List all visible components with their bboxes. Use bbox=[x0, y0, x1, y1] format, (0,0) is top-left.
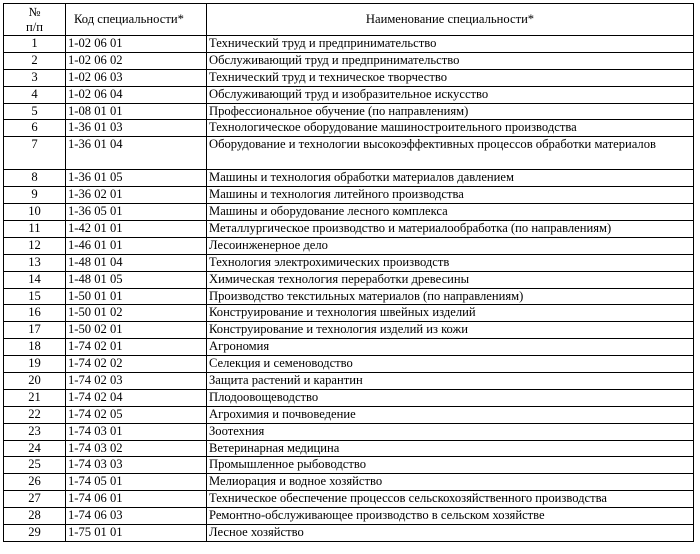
row-code: 1-74 02 03 bbox=[66, 373, 207, 390]
row-number: 17 bbox=[4, 322, 66, 339]
row-name: Производство текстильных материалов (по направлениям) bbox=[207, 288, 694, 305]
row-number: 13 bbox=[4, 254, 66, 271]
table-row bbox=[4, 389, 694, 406]
row-code: 1-46 01 01 bbox=[66, 237, 207, 254]
row-name: Профессиональное обучение (по направлениям) bbox=[207, 103, 694, 120]
row-name: Технология электрохимических производств bbox=[207, 254, 694, 271]
table-row bbox=[4, 491, 694, 508]
row-code: 1-36 01 05 bbox=[66, 170, 207, 187]
row-name: Ремонтно-обслуживающее производство в сельском хозяйстве bbox=[207, 508, 694, 525]
row-number: 20 bbox=[4, 373, 66, 390]
table-row bbox=[4, 69, 694, 86]
row-number: 14 bbox=[4, 271, 66, 288]
row-name: Техническое обеспечение процессов сельскохозяйственного производства bbox=[207, 491, 694, 508]
table-row bbox=[4, 373, 694, 390]
row-code: 1-74 06 01 bbox=[66, 491, 207, 508]
row-code: 1-36 05 01 bbox=[66, 204, 207, 221]
table-row bbox=[4, 204, 694, 221]
table-row bbox=[4, 221, 694, 238]
row-code: 1-74 05 01 bbox=[66, 474, 207, 491]
table-row bbox=[4, 137, 694, 170]
table-row bbox=[4, 440, 694, 457]
table-row bbox=[4, 356, 694, 373]
row-name: Машины и технология обработки материалов давлением bbox=[207, 170, 694, 187]
table-row bbox=[4, 52, 694, 69]
row-code: 1-36 02 01 bbox=[66, 187, 207, 204]
row-name: Плодоовощеводство bbox=[207, 389, 694, 406]
table-row bbox=[4, 423, 694, 440]
row-number: 6 bbox=[4, 120, 66, 137]
row-code: 1-74 02 05 bbox=[66, 406, 207, 423]
header-num bbox=[4, 4, 66, 36]
table-row bbox=[4, 254, 694, 271]
row-code: 1-48 01 05 bbox=[66, 271, 207, 288]
row-name: Технологическое оборудование машиностроительного производства bbox=[207, 120, 694, 137]
header-code bbox=[66, 4, 207, 36]
row-number: 3 bbox=[4, 69, 66, 86]
row-number: 8 bbox=[4, 170, 66, 187]
row-code: 1-74 06 03 bbox=[66, 508, 207, 525]
row-number: 16 bbox=[4, 305, 66, 322]
table-row bbox=[4, 120, 694, 137]
table-row bbox=[4, 474, 694, 491]
table-row bbox=[4, 237, 694, 254]
row-name: Селекция и семеноводство bbox=[207, 356, 694, 373]
row-code: 1-74 03 03 bbox=[66, 457, 207, 474]
row-number: 24 bbox=[4, 440, 66, 457]
row-code: 1-42 01 01 bbox=[66, 221, 207, 238]
row-name: Металлургическое производство и материалообработка (по направлениям) bbox=[207, 221, 694, 238]
row-number: 19 bbox=[4, 356, 66, 373]
row-code: 1-74 02 04 bbox=[66, 389, 207, 406]
row-number: 11 bbox=[4, 221, 66, 238]
row-number: 26 bbox=[4, 474, 66, 491]
row-name: Агрономия bbox=[207, 339, 694, 356]
row-name: Химическая технология переработки древесины bbox=[207, 271, 694, 288]
row-code: 1-48 01 04 bbox=[66, 254, 207, 271]
specialty-table bbox=[3, 3, 694, 542]
row-name: Промышленное рыбоводство bbox=[207, 457, 694, 474]
table-row bbox=[4, 271, 694, 288]
table-row bbox=[4, 339, 694, 356]
table-row bbox=[4, 406, 694, 423]
row-number: 22 bbox=[4, 406, 66, 423]
row-code: 1-02 06 03 bbox=[66, 69, 207, 86]
row-number: 9 bbox=[4, 187, 66, 204]
table-row bbox=[4, 305, 694, 322]
row-number: 28 bbox=[4, 508, 66, 525]
row-code: 1-02 06 02 bbox=[66, 52, 207, 69]
row-name: Конструирование и технология швейных изделий bbox=[207, 305, 694, 322]
row-code: 1-08 01 01 bbox=[66, 103, 207, 120]
table-row bbox=[4, 103, 694, 120]
row-number: 15 bbox=[4, 288, 66, 305]
row-number: 29 bbox=[4, 525, 66, 542]
header-code-label: Код специальности* bbox=[74, 12, 184, 26]
row-name: Обслуживающий труд и изобразительное искусство bbox=[207, 86, 694, 103]
table-row bbox=[4, 508, 694, 525]
row-number: 25 bbox=[4, 457, 66, 474]
header-num-label: № п/п bbox=[26, 4, 43, 34]
row-number: 4 bbox=[4, 86, 66, 103]
row-name: Оборудование и технологии высокоэффективных процессов обработки материалов bbox=[207, 137, 694, 170]
row-name: Машины и технология литейного производства bbox=[207, 187, 694, 204]
row-code: 1-75 01 01 bbox=[66, 525, 207, 542]
table-row bbox=[4, 457, 694, 474]
table-row bbox=[4, 322, 694, 339]
table-row bbox=[4, 36, 694, 53]
row-name: Обслуживающий труд и предпринимательство bbox=[207, 52, 694, 69]
row-name: Лесное хозяйство bbox=[207, 525, 694, 542]
table-row bbox=[4, 288, 694, 305]
row-code: 1-02 06 01 bbox=[66, 36, 207, 53]
row-code: 1-50 01 02 bbox=[66, 305, 207, 322]
row-number: 18 bbox=[4, 339, 66, 356]
table-row bbox=[4, 86, 694, 103]
row-name: Агрохимия и почвоведение bbox=[207, 406, 694, 423]
row-code: 1-36 01 04 bbox=[66, 137, 207, 170]
row-name: Мелиорация и водное хозяйство bbox=[207, 474, 694, 491]
row-number: 2 bbox=[4, 52, 66, 69]
row-code: 1-50 01 01 bbox=[66, 288, 207, 305]
row-code: 1-02 06 04 bbox=[66, 86, 207, 103]
row-name: Лесоинженерное дело bbox=[207, 237, 694, 254]
row-code: 1-74 02 02 bbox=[66, 356, 207, 373]
header-name bbox=[207, 4, 694, 36]
table-body bbox=[4, 36, 694, 542]
row-code: 1-74 03 01 bbox=[66, 423, 207, 440]
row-name: Зоотехния bbox=[207, 423, 694, 440]
row-name: Технический труд и техническое творчество bbox=[207, 69, 694, 86]
row-name: Ветеринарная медицина bbox=[207, 440, 694, 457]
row-code: 1-36 01 03 bbox=[66, 120, 207, 137]
table-row bbox=[4, 170, 694, 187]
row-number: 10 bbox=[4, 204, 66, 221]
row-number: 5 bbox=[4, 103, 66, 120]
row-name: Технический труд и предпринимательство bbox=[207, 36, 694, 53]
row-code: 1-50 02 01 bbox=[66, 322, 207, 339]
table-header bbox=[4, 4, 694, 36]
row-number: 1 bbox=[4, 36, 66, 53]
row-number: 21 bbox=[4, 389, 66, 406]
row-name: Защита растений и карантин bbox=[207, 373, 694, 390]
row-name: Конструирование и технология изделий из кожи bbox=[207, 322, 694, 339]
row-number: 7 bbox=[4, 137, 66, 170]
header-row bbox=[4, 4, 694, 36]
row-code: 1-74 03 02 bbox=[66, 440, 207, 457]
header-name-label: Наименование специальности* bbox=[365, 12, 535, 26]
table-row bbox=[4, 187, 694, 204]
table-row bbox=[4, 525, 694, 542]
row-code: 1-74 02 01 bbox=[66, 339, 207, 356]
row-number: 27 bbox=[4, 491, 66, 508]
row-name: Машины и оборудование лесного комплекса bbox=[207, 204, 694, 221]
row-number: 12 bbox=[4, 237, 66, 254]
row-number: 23 bbox=[4, 423, 66, 440]
